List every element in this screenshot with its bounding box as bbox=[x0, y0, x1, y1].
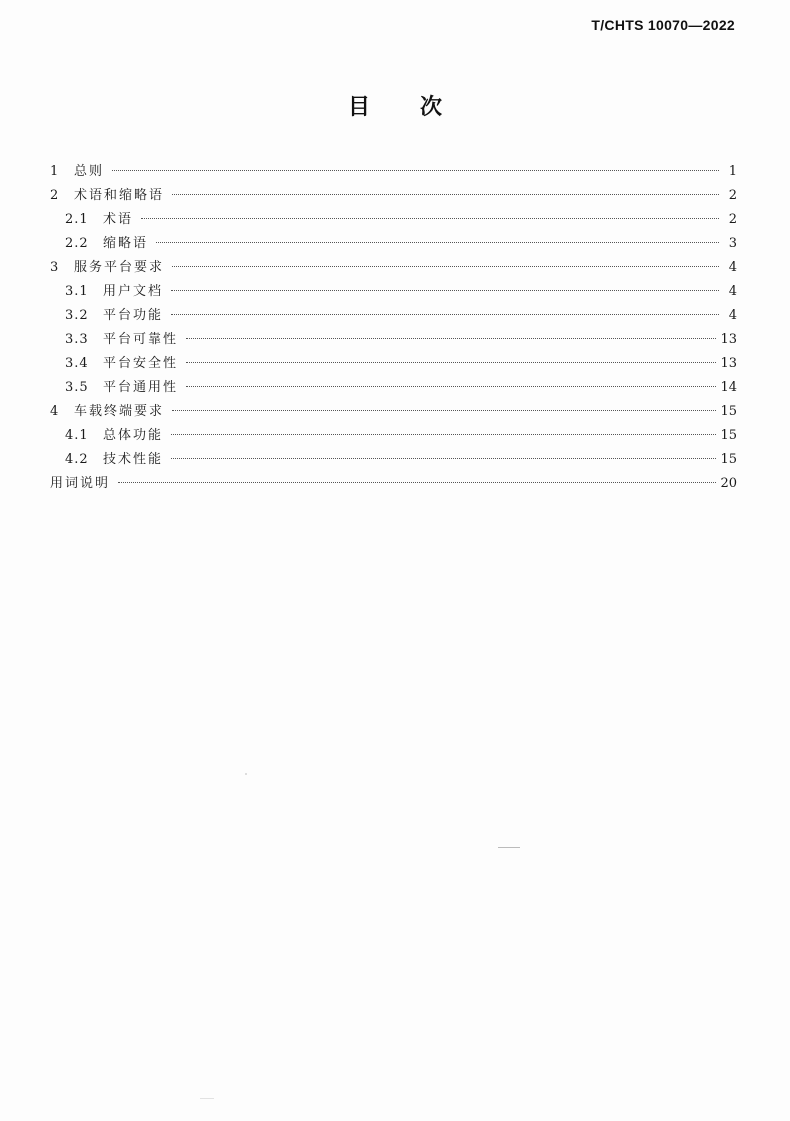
toc-entry-page-number: 4 bbox=[728, 284, 737, 299]
toc-entry-page-number: 14 bbox=[720, 380, 737, 395]
toc-entry-label: 总则 bbox=[74, 164, 105, 179]
toc-entry-number: 3.4 bbox=[65, 356, 89, 371]
toc-entry-number: 3.2 bbox=[65, 308, 89, 323]
toc-entry-page-number: 13 bbox=[720, 332, 737, 347]
toc-entry-number: 2.1 bbox=[65, 212, 89, 227]
toc-dot-leader bbox=[172, 194, 719, 195]
toc-dot-leader bbox=[118, 482, 716, 483]
toc-entry[interactable] bbox=[50, 376, 737, 400]
toc-entry-number: 3.3 bbox=[65, 332, 89, 347]
toc-entry[interactable] bbox=[50, 208, 737, 232]
toc-entry[interactable] bbox=[50, 328, 737, 352]
toc-entry-label: 平台功能 bbox=[103, 308, 164, 323]
toc-entry-page-number: 15 bbox=[720, 452, 737, 467]
toc-entry-page-number: 2 bbox=[728, 188, 737, 203]
toc-entry[interactable] bbox=[50, 184, 737, 208]
toc-entry-label: 平台安全性 bbox=[103, 356, 179, 371]
toc-title bbox=[0, 90, 790, 121]
toc-entry-page-number: 15 bbox=[720, 404, 737, 419]
toc-dot-leader bbox=[186, 386, 716, 387]
toc-entry-number: 3 bbox=[50, 260, 60, 275]
toc-entry-page-number: 2 bbox=[728, 212, 737, 227]
table-of-contents bbox=[50, 160, 737, 496]
toc-title-char-2: 次 bbox=[420, 95, 443, 120]
toc-dot-leader bbox=[186, 362, 716, 363]
toc-entry-label: 缩略语 bbox=[103, 236, 149, 251]
toc-dot-leader bbox=[112, 170, 719, 171]
toc-dot-leader bbox=[171, 314, 719, 315]
toc-entry-page-number: 15 bbox=[720, 428, 737, 443]
toc-entry-label: 术语和缩略语 bbox=[74, 188, 165, 203]
toc-entry-number: 2 bbox=[50, 188, 60, 203]
toc-dot-leader bbox=[172, 266, 719, 267]
toc-dot-leader bbox=[156, 242, 719, 243]
toc-entry[interactable] bbox=[50, 400, 737, 424]
toc-entry-number: 4.1 bbox=[65, 428, 89, 443]
toc-entry-page-number: 20 bbox=[720, 476, 737, 491]
toc-entry[interactable] bbox=[50, 352, 737, 376]
toc-entry[interactable] bbox=[50, 232, 737, 256]
toc-entry[interactable] bbox=[50, 424, 737, 448]
toc-title-char-1: 目 bbox=[347, 95, 370, 120]
toc-entry[interactable] bbox=[50, 304, 737, 328]
toc-entry-number: 4 bbox=[50, 404, 60, 419]
toc-dot-leader bbox=[172, 410, 716, 411]
toc-entry-label: 平台通用性 bbox=[103, 380, 179, 395]
toc-entry-page-number: 13 bbox=[720, 356, 737, 371]
scan-speck bbox=[498, 847, 520, 848]
toc-entry-number: 1 bbox=[50, 164, 60, 179]
toc-entry-label: 用户文档 bbox=[103, 284, 164, 299]
toc-entry-label: 用词说明 bbox=[50, 476, 111, 491]
scan-speck bbox=[245, 773, 247, 775]
toc-entry-label: 平台可靠性 bbox=[103, 332, 179, 347]
toc-dot-leader bbox=[171, 290, 719, 291]
document-code: T/CHTS 10070—2022 bbox=[591, 17, 735, 33]
toc-entry-number: 3.5 bbox=[65, 380, 89, 395]
toc-entry[interactable] bbox=[50, 160, 737, 184]
toc-entry-label: 技术性能 bbox=[103, 452, 164, 467]
toc-dot-leader bbox=[186, 338, 716, 339]
toc-dot-leader bbox=[171, 458, 716, 459]
scan-speck bbox=[200, 1098, 214, 1099]
toc-entry-number: 2.2 bbox=[65, 236, 89, 251]
toc-entry-label: 服务平台要求 bbox=[74, 260, 165, 275]
toc-entry-page-number: 3 bbox=[728, 236, 737, 251]
toc-entry-page-number: 1 bbox=[728, 164, 737, 179]
toc-entry[interactable] bbox=[50, 472, 737, 496]
toc-entry-number: 3.1 bbox=[65, 284, 89, 299]
toc-entry-label: 术语 bbox=[103, 212, 134, 227]
toc-entry[interactable] bbox=[50, 256, 737, 280]
toc-entry[interactable] bbox=[50, 280, 737, 304]
toc-entry-page-number: 4 bbox=[728, 260, 737, 275]
toc-entry-label: 总体功能 bbox=[103, 428, 164, 443]
toc-dot-leader bbox=[141, 218, 719, 219]
toc-entry-page-number: 4 bbox=[728, 308, 737, 323]
toc-entry-number: 4.2 bbox=[65, 452, 89, 467]
toc-entry[interactable] bbox=[50, 448, 737, 472]
toc-dot-leader bbox=[171, 434, 716, 435]
toc-entry-label: 车载终端要求 bbox=[74, 404, 165, 419]
